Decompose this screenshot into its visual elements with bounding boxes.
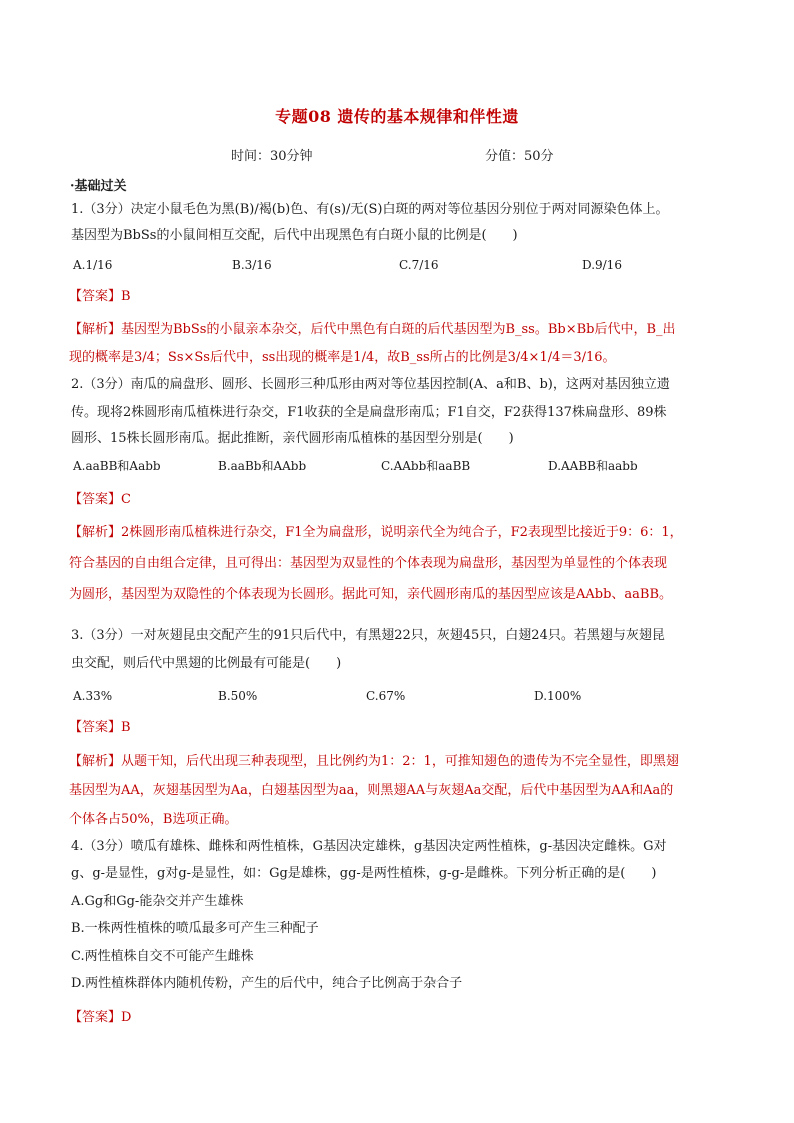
q3-option-b: B.50% xyxy=(218,689,258,703)
q3-option-d: D.100% xyxy=(534,689,582,703)
q1-stem-line2: 基因型为BbSs的小鼠间相互交配，后代中出现黑色有白斑小鼠的比例是( ) xyxy=(71,228,518,243)
time-limit: 时间：30分钟 xyxy=(231,149,313,164)
q1-answer: 【答案】B xyxy=(69,289,131,304)
q1-option-a: A.1/16 xyxy=(73,258,113,272)
q3-explanation-line3: 个体各占50%，B选项正确。 xyxy=(69,812,238,827)
q1-stem-line1: 1.（3分）决定小鼠毛色为黑(B)/褐(b)色、有(s)/无(S)白斑的两对等位基因分别位于两对同源染色体上。 xyxy=(71,202,669,217)
q1-explanation-line1: 【解析】基因型为BbSs的小鼠亲本杂交，后代中黑色有白斑的后代基因型为B_ss。Bb×Bb后代中，B_出 xyxy=(69,322,676,337)
q3-stem-line1: 3.（3分）一对灰翅昆虫交配产生的91只后代中，有黑翅22只，灰翅45只，白翅24只。若黑翅与灰翅昆 xyxy=(71,628,665,643)
q4-option-b: B.一株两性植株的喷瓜最多可产生三种配子 xyxy=(71,921,319,936)
q2-stem-line3: 圆形、15株长圆形南瓜。据此推断，亲代圆形南瓜植株的基因型分别是( ) xyxy=(71,431,514,446)
q1-explanation-line2: 现的概率是3/4；Ss×Ss后代中，ss出现的概率是1/4，故B_ss所占的比例是3/4×1/4＝3/16。 xyxy=(69,350,616,365)
q3-option-c: C.67% xyxy=(366,689,406,703)
q1-option-c: C.7/16 xyxy=(399,258,439,272)
q2-option-c: C.AAbb和aaBB xyxy=(381,459,471,473)
q4-answer: 【答案】D xyxy=(69,1010,132,1025)
q4-stem-line2: g、g-是显性，g对g-是显性，如：Gg是雄株，gg-是两性植株，g-g-是雌株。下列分析正确的是( ) xyxy=(71,866,657,881)
q2-explanation-line3: 为圆形，基因型为双隐性的个体表现为长圆形。据此可知，亲代圆形南瓜的基因型应该是AAbb、aaBB。 xyxy=(69,587,673,602)
q2-option-a: A.aaBB和Aabb xyxy=(73,459,161,473)
q3-option-a: A.33% xyxy=(73,689,113,703)
q2-explanation-line2: 符合基因的自由组合定律，且可得出：基因型为双显性的个体表现为扁盘形，基因型为单显性的个体表现 xyxy=(69,556,668,571)
q4-option-a: A.Gg和Gg-能杂交并产生雄株 xyxy=(71,894,244,909)
q2-stem-line1: 2.（3分）南瓜的扁盘形、圆形、长圆形三种瓜形由两对等位基因控制(A、a和B、b)，这两对基因独立遗 xyxy=(71,377,670,392)
page-title: 专题08 遗传的基本规律和伴性遗 xyxy=(275,107,519,126)
q4-option-d: D.两性植株群体内随机传粉，产生的后代中，纯合子比例高于杂合子 xyxy=(71,976,463,991)
section-heading: ·基础过关 xyxy=(70,179,127,194)
q2-option-d: D.AABB和aabb xyxy=(548,459,638,473)
q3-explanation-line1: 【解析】从题干知，后代出现三种表现型，且比例约为1：2：1，可推知翅色的遗传为不完全显性，即黑翅 xyxy=(69,754,679,769)
q1-option-b: B.3/16 xyxy=(232,258,272,272)
q2-option-b: B.aaBb和AAbb xyxy=(218,459,307,473)
q3-explanation-line2: 基因型为AA，灰翅基因型为Aa，白翅基因型为aa，则黑翅AA与灰翅Aa交配，后代中基因型为AA和Aa的 xyxy=(69,783,674,798)
q1-option-d: D.9/16 xyxy=(582,258,622,272)
q2-answer: 【答案】C xyxy=(69,492,131,507)
q4-option-c: C.两性植株自交不可能产生雌株 xyxy=(71,949,254,964)
q4-stem-line1: 4.（3分）喷瓜有雄株、雌株和两性植株，G基因决定雄株，g基因决定两性植株，g-基因决定雌株。G对 xyxy=(71,839,667,854)
q3-stem-line2: 虫交配，则后代中黑翅的比例最有可能是( ) xyxy=(71,656,342,671)
q3-answer: 【答案】B xyxy=(69,720,131,735)
total-score: 分值：50分 xyxy=(485,149,554,164)
q2-explanation-line1: 【解析】2株圆形南瓜植株进行杂交，F1全为扁盘形，说明亲代全为纯合子，F2表现型比接近于9：6：1， xyxy=(69,525,683,540)
q2-stem-line2: 传。现将2株圆形南瓜植株进行杂交，F1收获的全是扁盘形南瓜；F1自交，F2获得137株扁盘形、89株 xyxy=(71,405,667,420)
